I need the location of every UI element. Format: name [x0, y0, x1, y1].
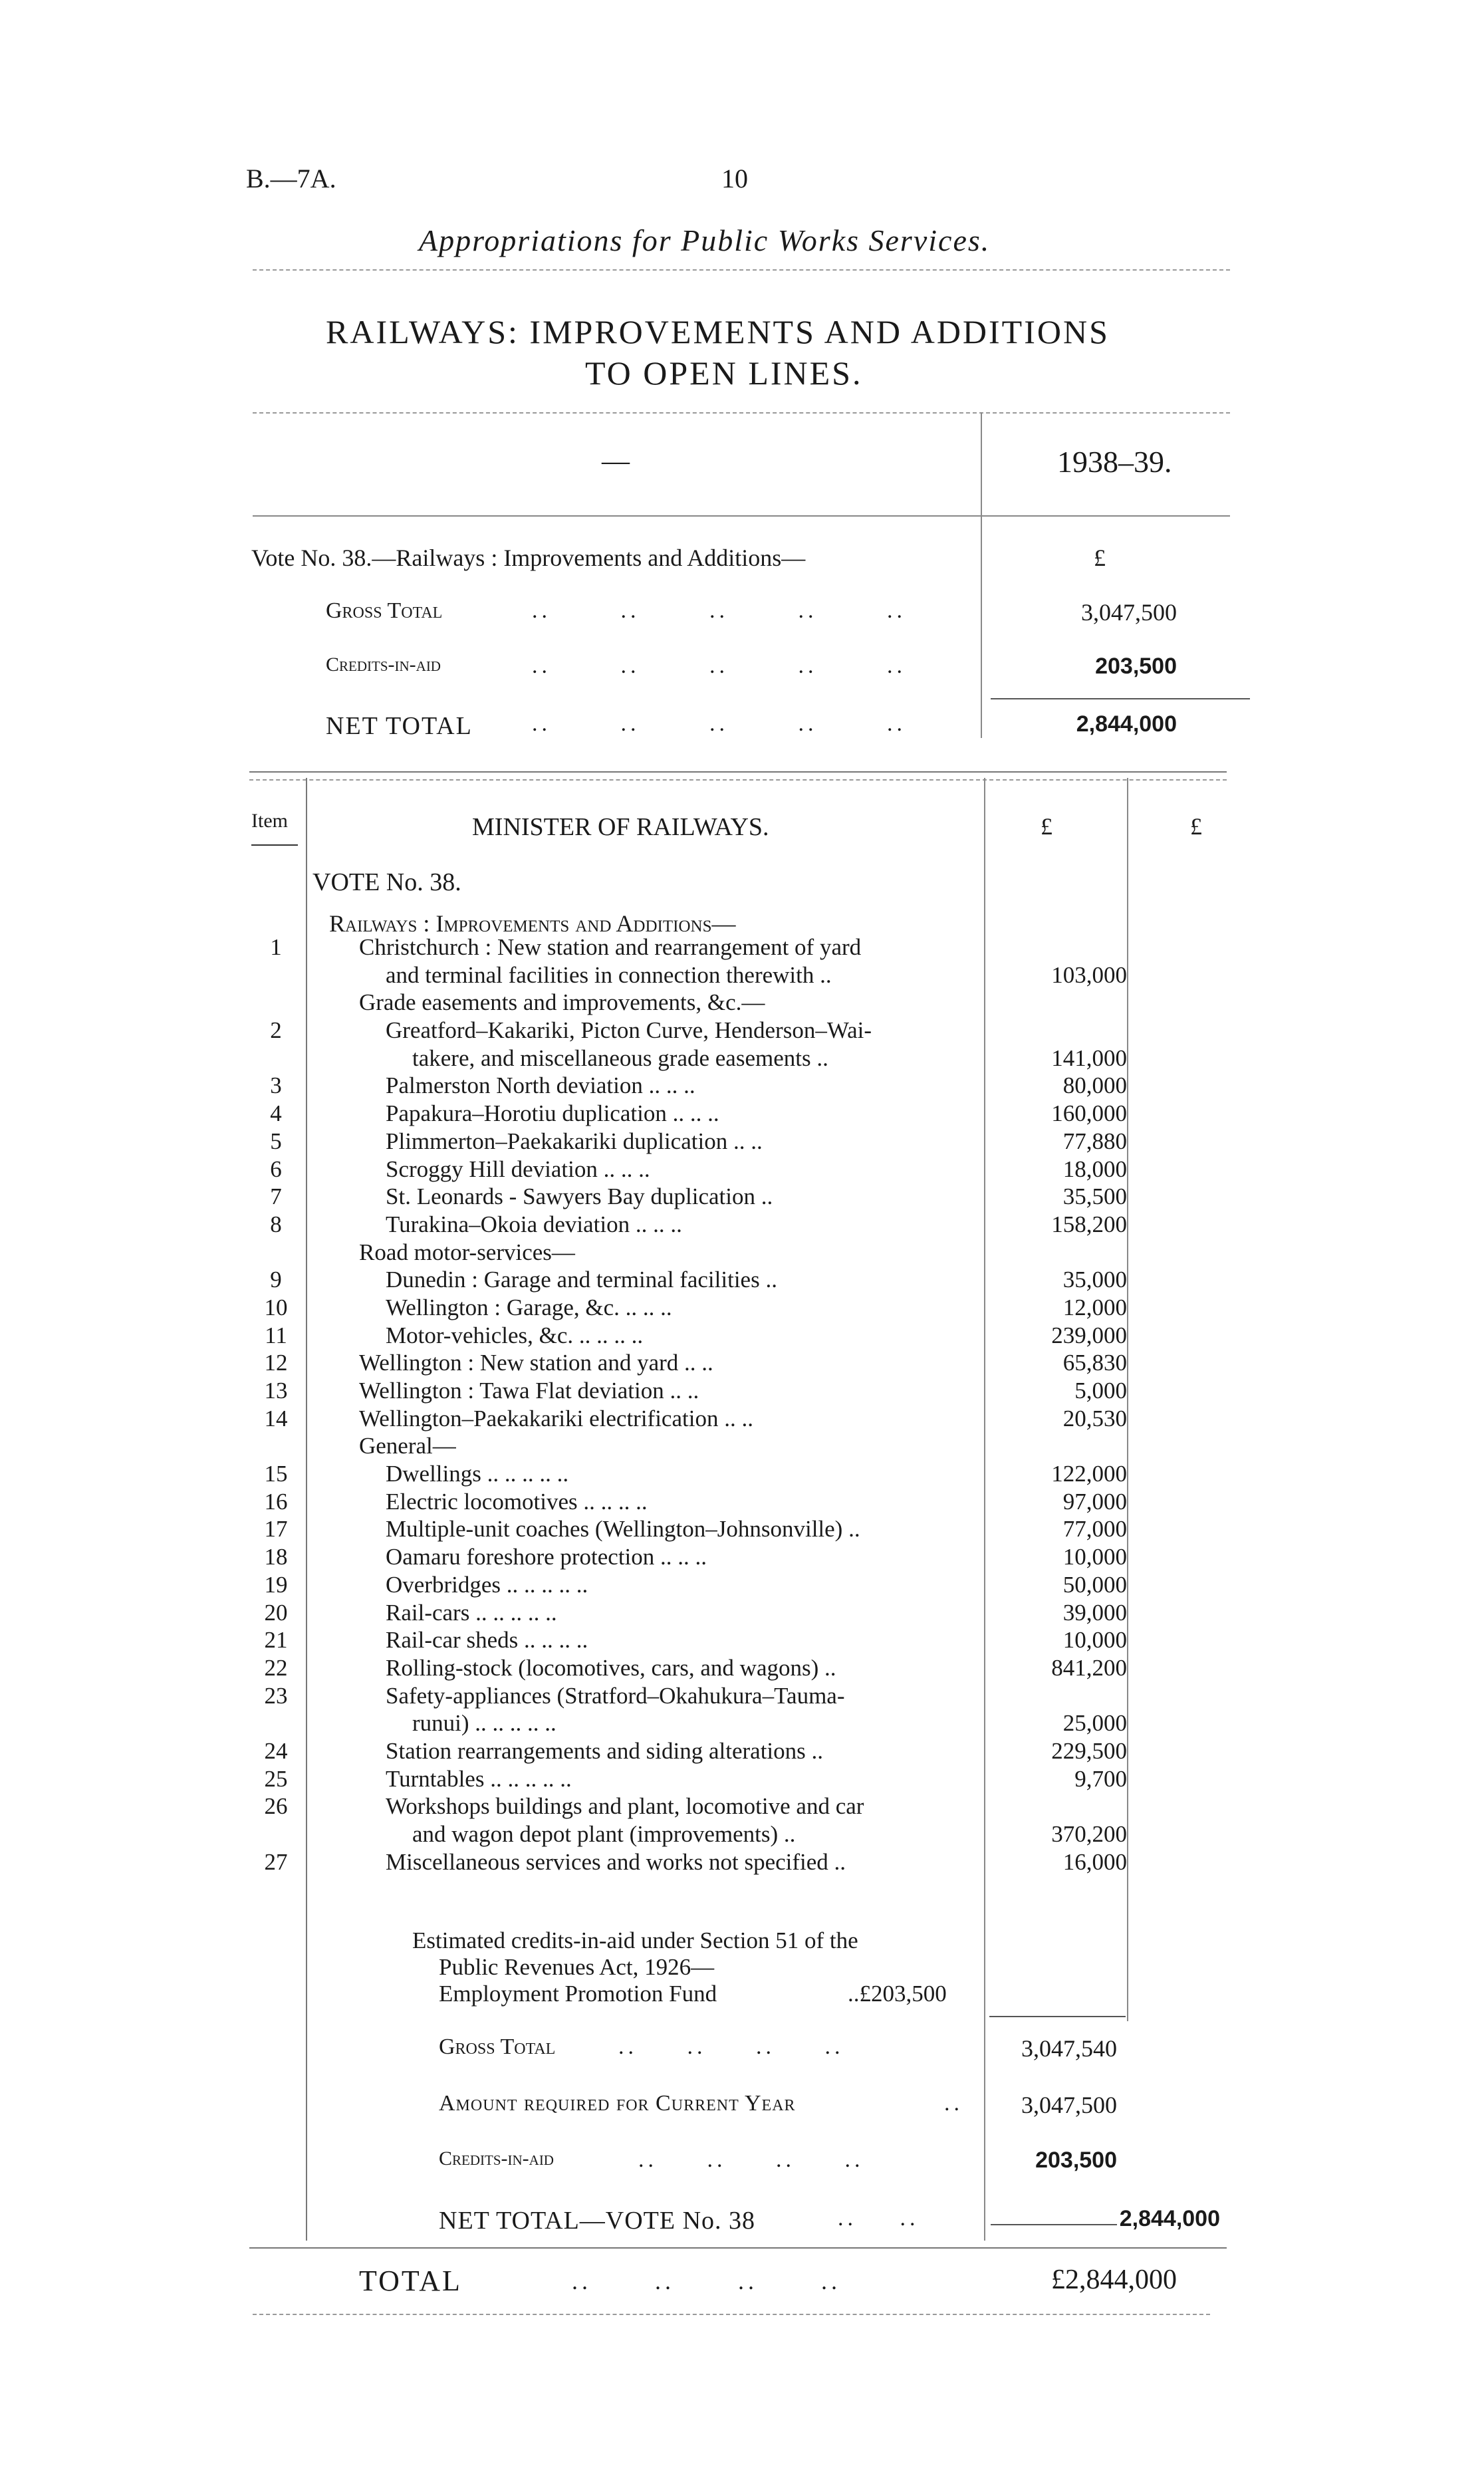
summary-credits-rule [991, 698, 1250, 699]
item-description: and wagon depot plant (improvements) .. [412, 1821, 796, 1847]
item-number: 19 [264, 1571, 288, 1598]
item-description: Grade easements and improvements, &c.— [359, 989, 765, 1016]
table-row [239, 1100, 1223, 1128]
item-number: 20 [264, 1599, 288, 1626]
amount-required-dots: .. [944, 2091, 963, 2116]
item-number: 15 [264, 1461, 288, 1487]
item-number: 6 [270, 1156, 282, 1182]
item-description: Miscellaneous services and works not specified .. [386, 1848, 846, 1875]
item-description: Overbridges .. .. .. .. .. [386, 1571, 588, 1598]
item-amount: 65,830 [1062, 1350, 1127, 1376]
item-description: Turakina–Okoia deviation .. .. .. [386, 1211, 682, 1237]
item-amount: 12,000 [1062, 1294, 1127, 1320]
item-description: Wellington : Garage, &c. .. .. .. [386, 1294, 672, 1320]
ministry-heading: MINISTER OF RAILWAYS. [472, 813, 769, 841]
document-reference: B.—7A. [246, 164, 336, 193]
summary-currency: £ [1094, 545, 1106, 571]
item-number: 22 [264, 1654, 288, 1681]
table-row [239, 989, 1223, 1017]
table-row [239, 1710, 1223, 1738]
grand-total-dots: .. .. .. .. [572, 2268, 841, 2294]
item-number: 12 [264, 1350, 288, 1376]
item-number: 3 [270, 1072, 282, 1099]
item-amount: 25,000 [1062, 1710, 1127, 1737]
credits-in-aid-dots: .. .. .. .. [638, 2148, 864, 2172]
table-row [239, 1849, 1223, 1877]
item-description: Greatford–Kakariki, Picton Curve, Henderson–Wai- [386, 1017, 872, 1044]
table-row [239, 1017, 1223, 1045]
summary-dash: — [602, 446, 630, 477]
item-number: 18 [264, 1544, 288, 1570]
item-amount: 10,000 [1062, 1544, 1127, 1570]
table-row [239, 1489, 1223, 1517]
table-row [239, 962, 1223, 990]
item-amount: 5,000 [1074, 1378, 1127, 1404]
item-number: 13 [264, 1378, 288, 1404]
table-row [239, 1239, 1223, 1267]
summary-year: 1938–39. [1057, 445, 1172, 479]
table-row [239, 1128, 1223, 1156]
item-amount: 122,000 [1051, 1461, 1127, 1487]
item-number: 21 [264, 1627, 288, 1654]
item-amount: 80,000 [1062, 1072, 1127, 1099]
header-rule [253, 269, 1230, 271]
item-number: 9 [270, 1267, 282, 1293]
item-header: Item [251, 810, 288, 832]
item-amount: 370,200 [1051, 1821, 1127, 1847]
item-number: 8 [270, 1211, 282, 1237]
table-bottom-rule [249, 2247, 1227, 2249]
item-number: 16 [264, 1488, 288, 1515]
page-bottom-rule [253, 2314, 1210, 2315]
item-amount: 141,000 [1051, 1045, 1127, 1071]
item-amount: 35,500 [1062, 1183, 1127, 1210]
table-row [239, 1766, 1223, 1794]
item-description: St. Leonards - Sawyers Bay duplication .. [386, 1183, 773, 1210]
table-row [239, 1350, 1223, 1378]
item-description: Dwellings .. .. .. .. .. [386, 1461, 569, 1487]
table-row [239, 1655, 1223, 1683]
currency-column-2: £ [1190, 813, 1202, 840]
item-amount: 158,200 [1051, 1211, 1127, 1237]
table-row [239, 1322, 1223, 1350]
item-description: Turntables .. .. .. .. .. [386, 1765, 572, 1792]
summary-credits-label: Credits-in-aid [326, 654, 441, 676]
table-row [239, 1600, 1223, 1628]
item-description: Plimmerton–Paekakariki duplication .. .. [386, 1128, 763, 1154]
item-amount: 16,000 [1062, 1848, 1127, 1875]
item-amount: 10,000 [1062, 1627, 1127, 1654]
item-description: Electric locomotives .. .. .. .. [386, 1488, 648, 1515]
net-total-vote-label: NET TOTAL—VOTE No. 38 [439, 2207, 756, 2235]
item-amount: 9,700 [1074, 1765, 1127, 1792]
credits-in-aid-value: 203,500 [1035, 2148, 1117, 2173]
page-title-line2: TO OPEN LINES. [585, 354, 863, 392]
item-amount: 20,530 [1062, 1405, 1127, 1431]
table-row [239, 1072, 1223, 1100]
item-description: Wellington : New station and yard .. .. [359, 1350, 713, 1376]
item-number: 17 [264, 1516, 288, 1542]
item-number: 27 [264, 1848, 288, 1875]
summary-credits-dots: .. .. .. .. .. [532, 654, 906, 678]
credits-note-line2: Public Revenues Act, 1926— [439, 1954, 715, 1980]
credits-note-amount: ..£203,500 [848, 1981, 947, 2007]
credits-in-aid-label: Credits-in-aid [439, 2148, 554, 2169]
item-description: Dunedin : Garage and terminal facilities .. [386, 1267, 777, 1293]
gross-total-dots: .. .. .. .. [618, 2034, 844, 2059]
item-amount: 39,000 [1062, 1599, 1127, 1626]
table-top-rule-2 [249, 779, 1227, 781]
table-top-rule [249, 771, 1227, 773]
item-description: Wellington : Tawa Flat deviation .. .. [359, 1378, 699, 1404]
table-row [239, 1793, 1223, 1821]
summary-divider [981, 412, 982, 738]
item-number: 2 [270, 1017, 282, 1044]
gross-total-value: 3,047,540 [1021, 2035, 1117, 2062]
item-amount: 18,000 [1062, 1156, 1127, 1182]
amount-required-value: 3,047,500 [1021, 2092, 1117, 2118]
gross-top-rule [989, 2016, 1126, 2017]
credits-note-line1: Estimated credits-in-aid under Section 51 of the [412, 1927, 858, 1953]
table-row [239, 1683, 1223, 1711]
item-number: 4 [270, 1100, 282, 1127]
page-title-line1: RAILWAYS: IMPROVEMENTS AND ADDITIONS [326, 313, 1110, 350]
summary-gross-label: Gross Total [326, 598, 443, 623]
grand-total-value: £2,844,000 [1051, 2265, 1177, 2295]
net-total-vote-dots: .. .. [838, 2206, 920, 2231]
table-row [239, 1544, 1223, 1572]
item-description: runui) .. .. .. .. .. [412, 1710, 556, 1737]
currency-column-1: £ [1041, 813, 1052, 840]
item-amount: 97,000 [1062, 1488, 1127, 1515]
item-amount: 35,000 [1062, 1267, 1127, 1293]
table-row [239, 1738, 1223, 1766]
table-row [239, 1461, 1223, 1489]
amount-required-label: Amount required for Current Year [439, 2091, 796, 2116]
item-number: 25 [264, 1765, 288, 1792]
summary-net-value: 2,844,000 [1076, 711, 1177, 737]
item-description: takere, and miscellaneous grade easements .. [412, 1045, 828, 1071]
running-title: Appropriations for Public Works Services. [419, 223, 991, 257]
item-amount: 77,880 [1062, 1128, 1127, 1154]
item-description: General— [359, 1433, 456, 1459]
item-description: Scroggy Hill deviation .. .. .. [386, 1156, 650, 1182]
item-description: Wellington–Paekakariki electrification .. .. [359, 1405, 753, 1431]
item-description: Rail-cars .. .. .. .. .. [386, 1599, 557, 1626]
item-number: 26 [264, 1793, 288, 1820]
table-row [239, 1045, 1223, 1073]
item-number: 14 [264, 1405, 288, 1431]
net-total-vote-value: 2,844,000 [1119, 2206, 1220, 2231]
table-row [239, 1295, 1223, 1322]
vote-heading: VOTE No. 38. [312, 868, 461, 896]
item-description: Station rearrangements and siding alterations .. [386, 1737, 824, 1764]
summary-credits-value: 203,500 [1095, 654, 1177, 679]
item-amount: 239,000 [1051, 1322, 1127, 1348]
subhead: Railways : Improvements and Additions— [329, 910, 736, 937]
table-row [239, 1406, 1223, 1433]
table-row [239, 1267, 1223, 1295]
item-description: Rolling-stock (locomotives, cars, and wagons) .. [386, 1654, 836, 1681]
item-description: Christchurch : New station and rearrangement of yard [359, 934, 862, 960]
item-description: Palmerston North deviation .. .. .. [386, 1072, 695, 1099]
grand-total-label: TOTAL [359, 2265, 462, 2297]
table-row [239, 1433, 1223, 1461]
item-description: Papakura–Horotiu duplication .. .. .. [386, 1100, 719, 1127]
gross-total-label: Gross Total [439, 2034, 556, 2059]
item-description: Workshops buildings and plant, locomotive and car [386, 1793, 864, 1820]
summary-net-label: NET TOTAL [326, 712, 473, 740]
item-description: and terminal facilities in connection therewith .. [386, 961, 832, 988]
item-description: Road motor-services— [359, 1239, 575, 1265]
item-description: Motor-vehicles, &c. .. .. .. .. [386, 1322, 644, 1348]
item-number: 23 [264, 1682, 288, 1709]
item-amount: 841,200 [1051, 1654, 1127, 1681]
credits-note-line3: Employment Promotion Fund [439, 1981, 717, 2007]
table-row [239, 934, 1223, 962]
item-description: Rail-car sheds .. .. .. .. [386, 1627, 588, 1654]
item-number: 24 [264, 1737, 288, 1764]
item-number: 10 [264, 1294, 288, 1320]
table-row [239, 1627, 1223, 1655]
summary-gross-dots: .. .. .. .. .. [532, 598, 906, 623]
item-number: 1 [270, 934, 282, 960]
summary-net-dots: .. .. .. .. .. [532, 711, 906, 736]
table-row [239, 1572, 1223, 1600]
summary-gross-value: 3,047,500 [1081, 599, 1177, 626]
item-number: 11 [265, 1322, 287, 1348]
item-description: Safety-appliances (Stratford–Okahukura–Tauma- [386, 1682, 845, 1709]
summary-vote-label: Vote No. 38.—Railways : Improvements and Additions— [251, 545, 806, 571]
table-row [239, 1516, 1223, 1544]
table-row [239, 1378, 1223, 1406]
item-amount: 229,500 [1051, 1737, 1127, 1764]
item-amount: 50,000 [1062, 1571, 1127, 1598]
table-row [239, 1183, 1223, 1211]
table-row [239, 1156, 1223, 1184]
item-amount: 103,000 [1051, 961, 1127, 988]
summary-header-rule [253, 515, 1230, 517]
item-number: 7 [270, 1183, 282, 1210]
item-description: Multiple-unit coaches (Wellington–Johnsonville) .. [386, 1516, 860, 1542]
item-number: 5 [270, 1128, 282, 1154]
item-header-rule [251, 844, 298, 846]
item-amount: 77,000 [1062, 1516, 1127, 1542]
page-number: 10 [721, 164, 748, 193]
item-description: Oamaru foreshore protection .. .. .. [386, 1544, 707, 1570]
appropriation-items [239, 934, 1223, 1876]
summary-top-rule [253, 412, 1230, 414]
table-row [239, 1211, 1223, 1239]
table-row [239, 1821, 1223, 1849]
item-amount: 160,000 [1051, 1100, 1127, 1127]
